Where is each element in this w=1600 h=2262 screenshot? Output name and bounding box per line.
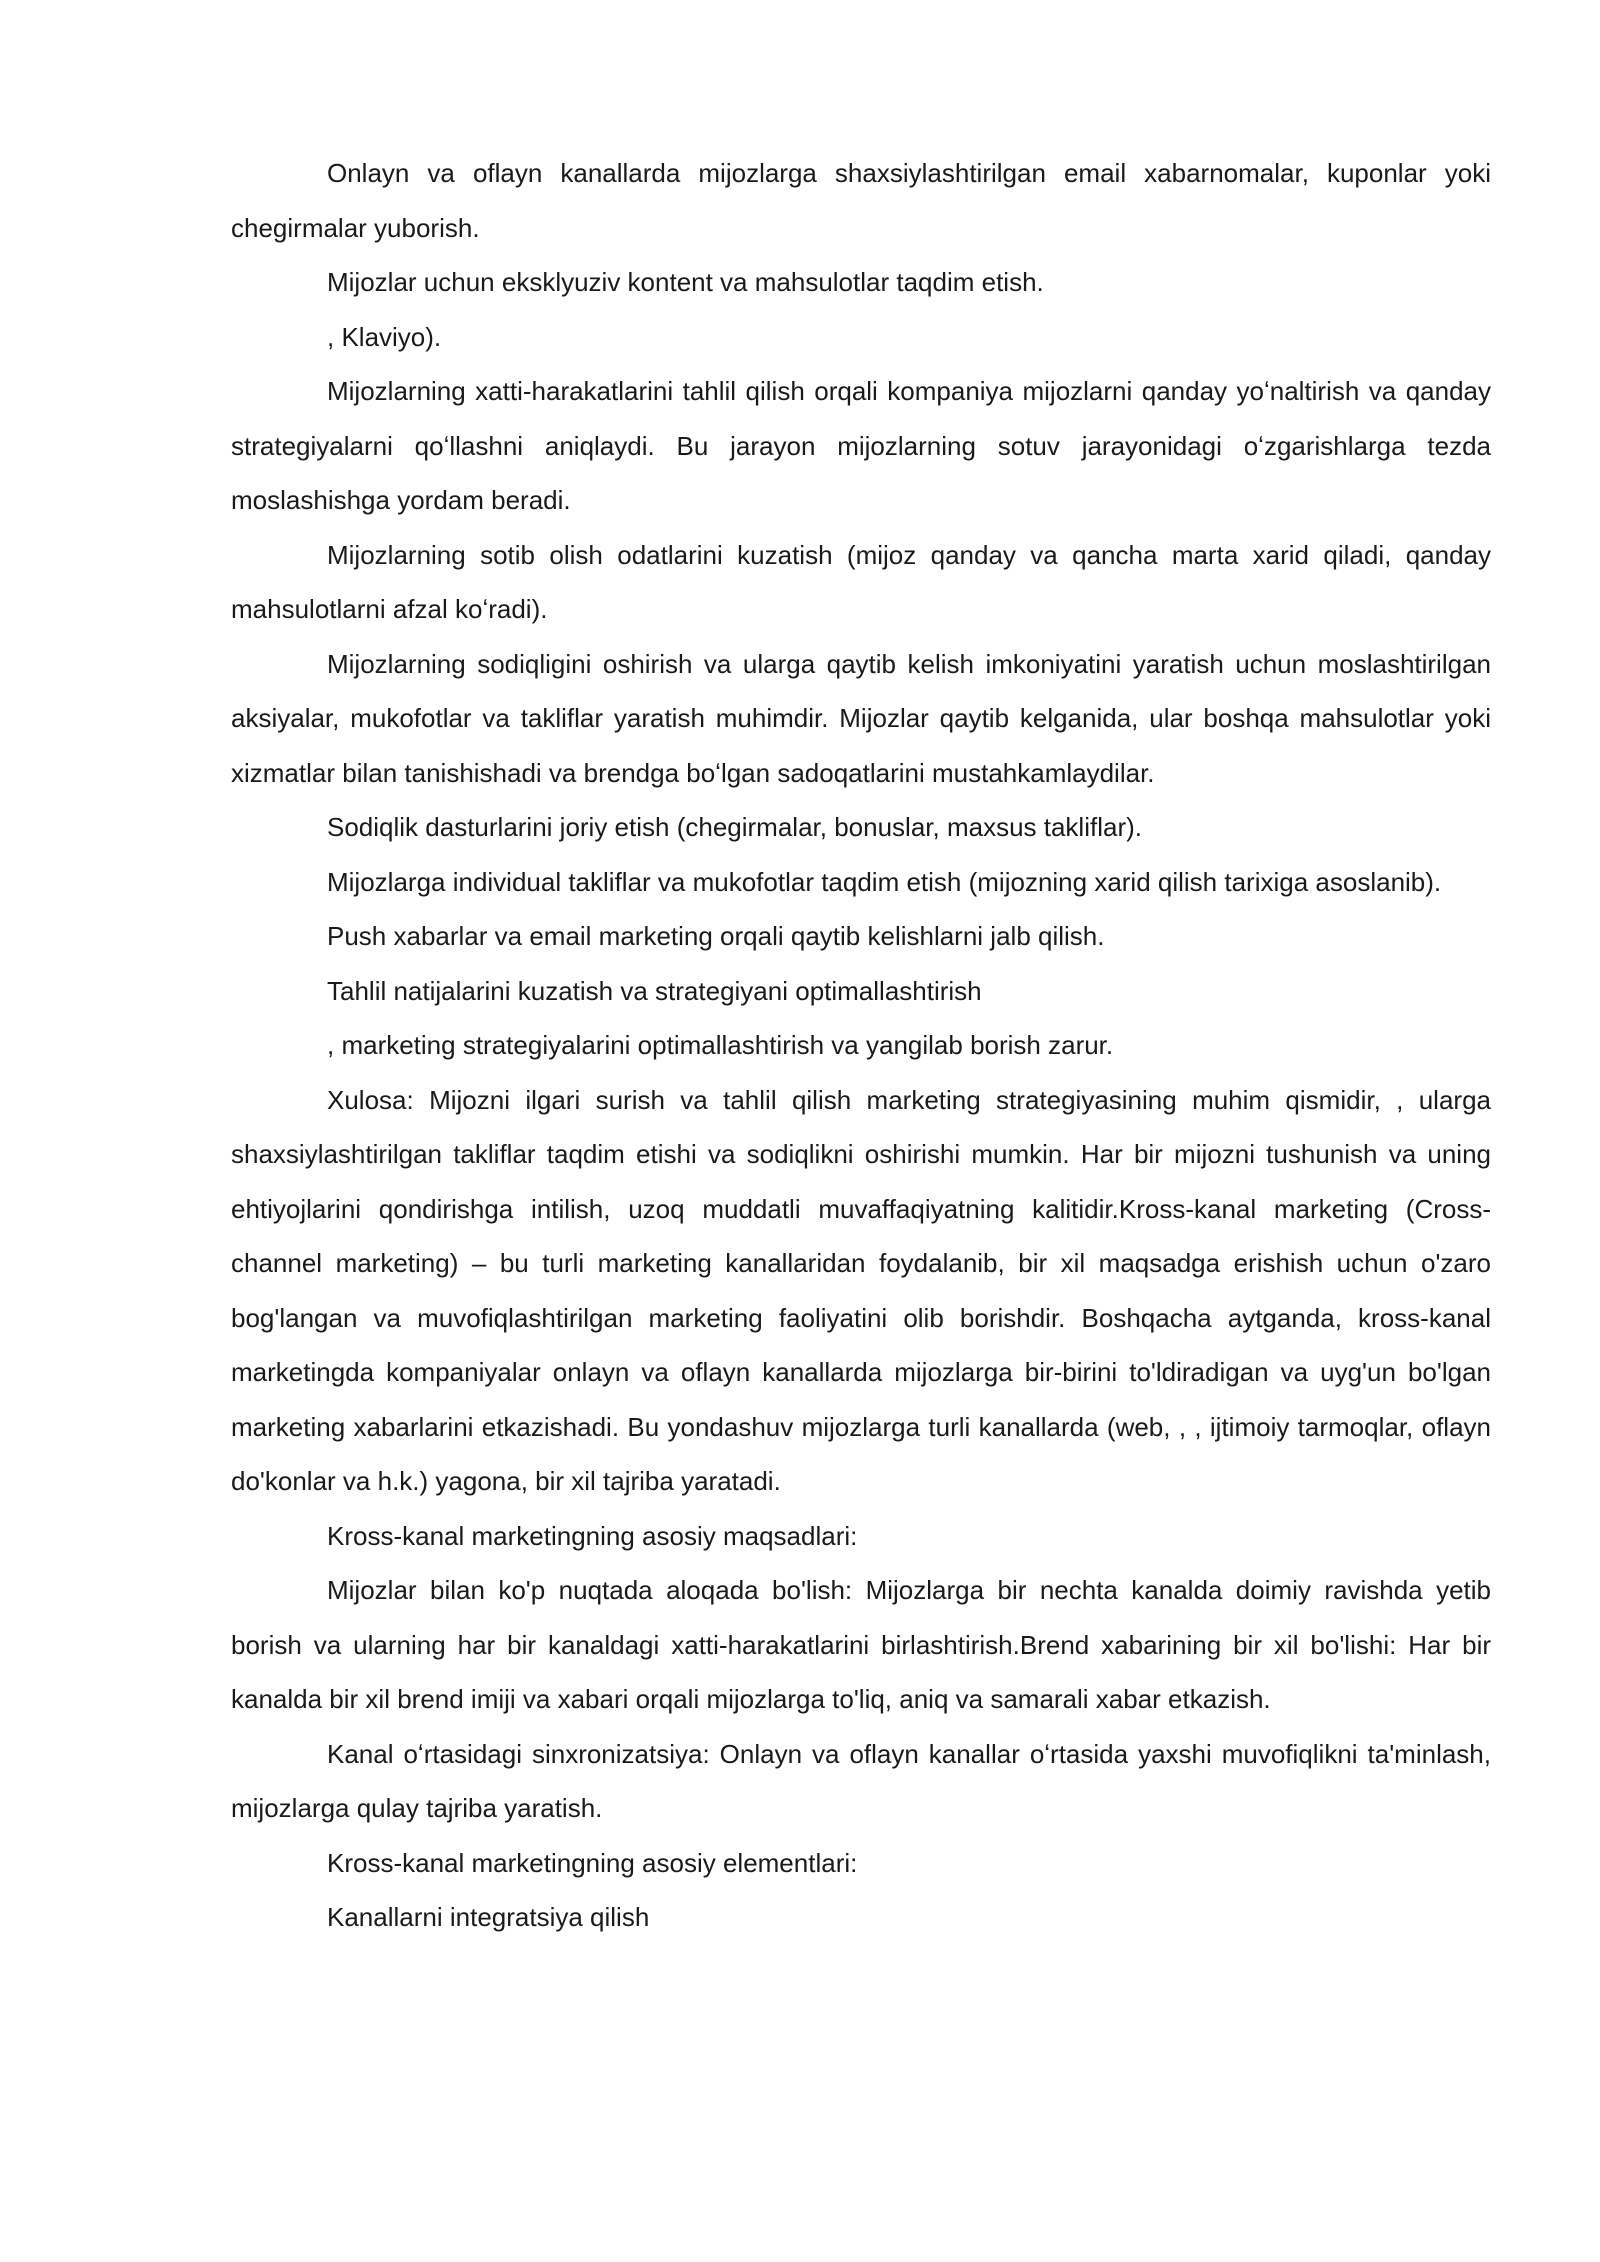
paragraph: Mijozlarning sotib olish odatlarini kuzatish (mijoz qanday va qancha marta xarid qiladi, qanday mahsulotlarni afzal koʻradi). [231,539,1491,624]
paragraph: Sodiqlik dasturlarini joriy etish (chegirmalar, bonuslar, maxsus takliflar). [327,812,1142,842]
paragraph: Mijozlarning xatti-harakatlarini tahlil qilish orqali kompaniya mijozlarni qanday yoʻnaltirish va qanday strategiyalarni qoʻllashni aniqlaydi. Bu jarayon mijozlarning sotuv jarayonidagi oʻzgarishlarga tezda moslashishga yordam beradi. [231,376,1491,515]
paragraph: , Klaviyo). [327,321,442,352]
paragraph: Mijozlar bilan ko'p nuqtada aloqada bo'lish: Mijozlarga bir nechta kanalda doimiy ravishda yetib borish va ularning har bir kanaldagi xatti-harakatlarini birlashtirish.Brend xabarining bir xil bo'lishi: Har bir kanalda bir xil brend imiji va xabari orqali mijozlarga to'liq, aniq va samarali xabar etkazish. [231,1575,1491,1714]
paragraph: Mijozlarga individual takliflar va mukofotlar taqdim etish (mijozning xarid qilish tarixiga asoslanib). [327,866,1442,897]
paragraph: Onlayn va oflayn kanallarda mijozlarga shaxsiylashtirilgan email xabarnomalar, kuponlar yoki chegirmalar yuborish. [231,158,1491,243]
paragraph: Tahlil natijalarini kuzatish va strategiyani optimallashtirish [327,975,982,1006]
paragraph: Mijozlar uchun eksklyuziv kontent va mahsulotlar taqdim etish. [327,267,1044,297]
paragraph: Kross-kanal marketingning asosiy maqsadlari: [327,1520,858,1551]
paragraph: Kanal oʻrtasidagi sinxronizatsiya: Onlayn va oflayn kanallar oʻrtasida yaxshi muvofiqlikni ta'minlash, mijozlarga qulay tajriba yaratish. [231,1738,1491,1823]
document-body [231,146,1491,1945]
paragraph: Mijozlarning sodiqligini oshirish va ularga qaytib kelish imkoniyatini yaratish uchun moslashtirilgan aksiyalar, mukofotlar va takliflar yaratish muhimdir. Mijozlar qaytib kelganida, ular boshqa mahsulotlar yoki xizmatlar bilan tanishishadi va brendga boʻlgan sadoqatlarini mustahkamlaydilar. [231,648,1491,788]
paragraph: Xulosa: Mijozni ilgari surish va tahlil qilish marketing strategiyasining muhim qismidir, , ularga shaxsiylashtirilgan takliflar taqdim etishi va sodiqlikni oshirishi mumkin. Har bir mijozni tushunish va uning ehtiyojlarini qondirishga intilish, uzoq muddatli muvaffaqiyatning kalitidir.Kross-kanal marketing (Cross-channel marketing) – bu turli marketing kanallaridan foydalanib, bir xil maqsadga erishish uchun o'zaro bog'langan va muvofiqlashtirilgan marketing faoliyatini olib borishdir. Boshqacha aytganda, kross-kanal marketingda kompaniyalar onlayn va oflayn kanallarda mijozlarga bir-birini to'ldiradigan va uyg'un bo'lgan marketing xabarlarini etkazishadi. Bu yondashuv mijozlarga turli kanallarda (web, , , ijtimoiy tarmoqlar, oflayn do'konlar va h.k.) yagona, bir xil tajriba yaratadi. [231,1084,1491,1496]
paragraph: Kanallarni integratsiya qilish [327,1902,650,1932]
paragraph: Kross-kanal marketingning asosiy elementlari: [327,1847,858,1878]
paragraph: Push xabarlar va email marketing orqali qaytib kelishlarni jalb qilish. [327,921,1105,951]
paragraph: , marketing strategiyalarini optimallashtirish va yangilab borish zarur. [327,1030,1114,1060]
